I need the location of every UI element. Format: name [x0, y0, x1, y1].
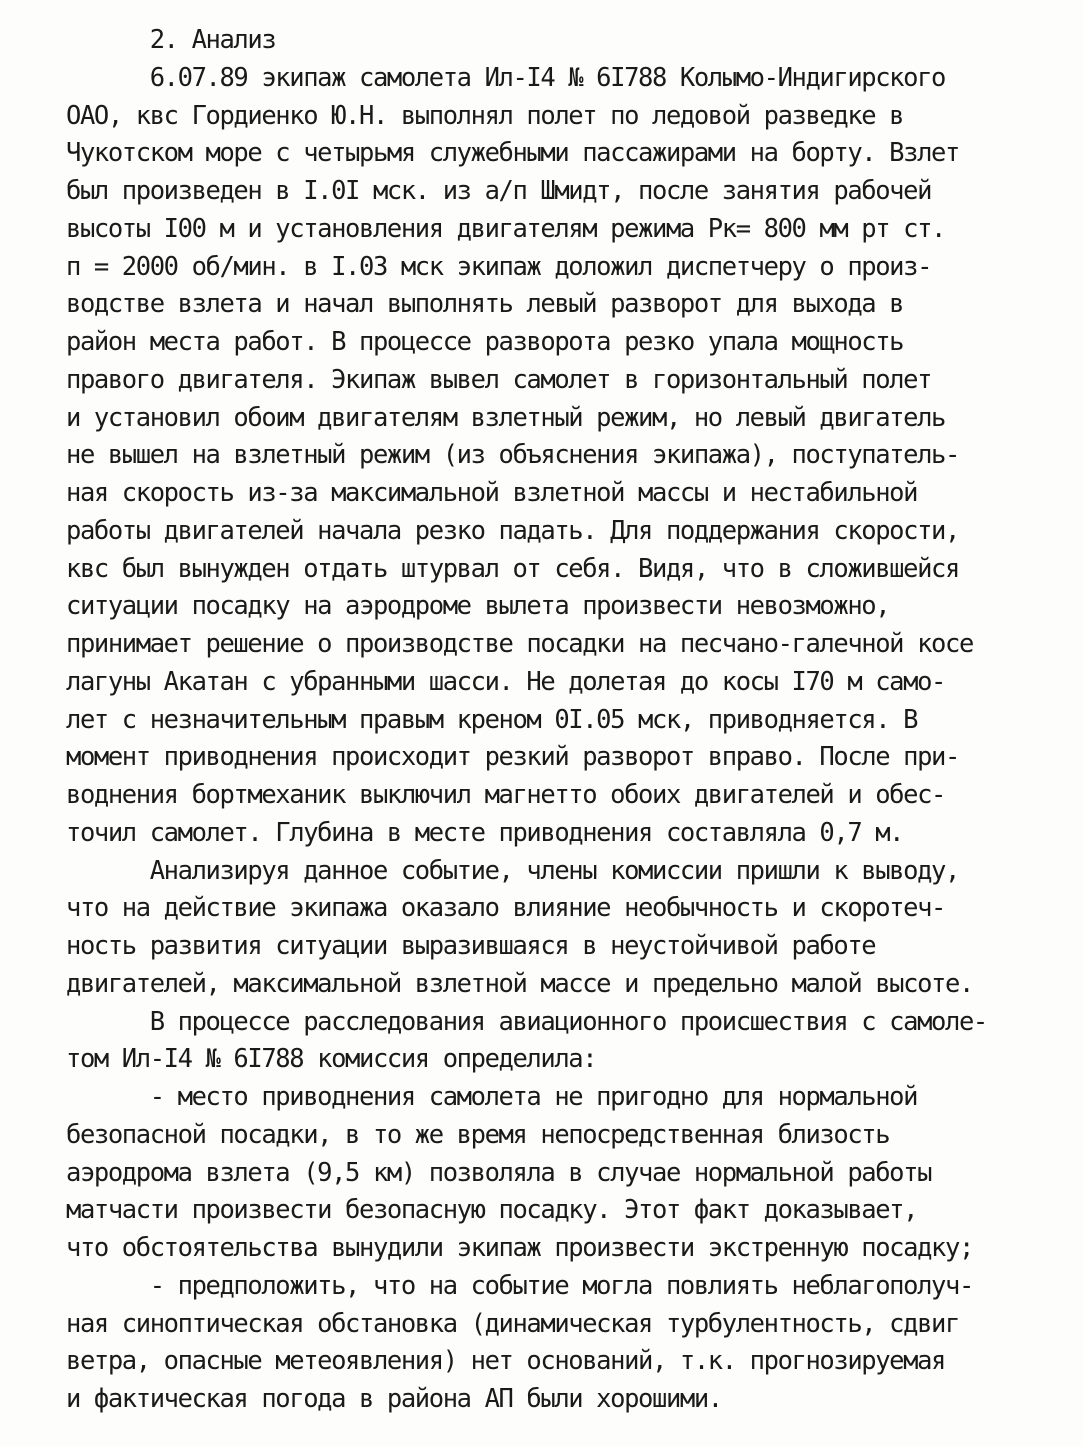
text-line: и установил обоим двигателям взлетный режим, но левый двигатель — [66, 402, 945, 433]
text-line: что на действие экипажа оказало влияние необычность и скоротеч- — [66, 893, 945, 924]
text-line: двигателей, максимальной взлетной массе и предельно малой высоте. — [66, 968, 973, 999]
text-line: - предположить, что на событие могла повлиять неблагополуч- — [66, 1270, 973, 1301]
text-line: ветра, опасные метеоявления) нет оснований, т.к. прогнозируемая — [66, 1346, 945, 1377]
text-line: точил самолет. Глубина в месте приводнения составляла 0,7 м. — [66, 817, 904, 848]
text-line: ная скорость из-за максимальной взлетной массы и нестабильной — [66, 478, 918, 508]
text-line: не вышел на взлетный режим (из объяснения экипажа), поступатель- — [66, 440, 959, 471]
text-line: 6.07.89 экипаж самолета Ил-I4 № 6I788 Колымо-Индигирского — [66, 62, 945, 93]
text-line: работы двигателей начала резко падать. Для поддержания скорости, — [66, 515, 959, 546]
text-line: высоты I00 м и установления двигателям режима Рк= 800 мм рт ст. — [66, 213, 945, 244]
text-line: и фактическая погода в района АП были хорошими. — [66, 1384, 722, 1414]
text-line: ность развития ситуации выразившаяся в неустойчивой работе — [66, 931, 876, 961]
text-line: ситуации посадку на аэродроме вылета произвести невозможно, — [66, 591, 890, 622]
text-line: матчасти произвести безопасную посадку. Этот факт доказывает, — [66, 1195, 918, 1226]
text-line: был произведен в I.0I мск. из а/п Шмидт, после занятия рабочей — [66, 176, 932, 206]
text-line: что обстоятельства вынудили экипаж произвести экстренную посадку; — [66, 1233, 973, 1263]
text-line: п = 2000 об/мин. в I.03 мск экипаж доложил диспетчеру о произ- — [66, 251, 932, 282]
text-line: безопасной посадки, в то же время непосредственная близость — [66, 1119, 890, 1150]
text-line: аэродрома взлета (9,5 км) позволяла в случае нормальной работы — [66, 1157, 932, 1188]
text-line: район места работ. В процессе разворота резко упала мощность — [66, 327, 904, 357]
text-line: принимает решение о производстве посадки на песчано-галечной косе — [66, 629, 973, 659]
text-line: водстве взлета и начал выполнять левый разворот для выхода в — [66, 289, 904, 320]
document-body — [66, 22, 1076, 1419]
section-heading: 2. Анализ — [66, 25, 276, 55]
text-line: момент приводнения происходит резкий разворот вправо. После при- — [66, 742, 959, 773]
text-line: ОАО, квс Гордиенко Ю.Н. выполнял полет по ледовой разведке в — [66, 100, 904, 131]
text-line: Анализируя данное событие, члены комиссии пришли к выводу, — [66, 855, 959, 886]
text-line: Чукотском море с четырьмя служебными пассажирами на борту. Взлет — [66, 138, 959, 169]
text-line: том Ил-I4 № 6I788 комиссия определила: — [66, 1044, 597, 1075]
text-line: квс был вынужден отдать штурвал от себя. Видя, что в сложившейся — [66, 553, 959, 584]
text-line: лет с незначительным правым креном 0I.05 мск, приводняется. В — [66, 704, 918, 735]
text-line: лагуны Акатан с убранными шасси. Не долетая до косы I70 м само- — [66, 666, 945, 697]
text-line: В процессе расследования авиационного происшествия с самоле- — [66, 1006, 987, 1037]
text-line: - место приводнения самолета не пригодно для нормальной — [66, 1082, 918, 1112]
text-line: воднения бортмеханик выключил магнетто обоих двигателей и обес- — [66, 780, 945, 810]
text-line: ная синоптическая обстановка (динамическая турбулентность, сдвиг — [66, 1308, 959, 1339]
text-line: правого двигателя. Экипаж вывел самолет в горизонтальный полет — [66, 364, 932, 395]
